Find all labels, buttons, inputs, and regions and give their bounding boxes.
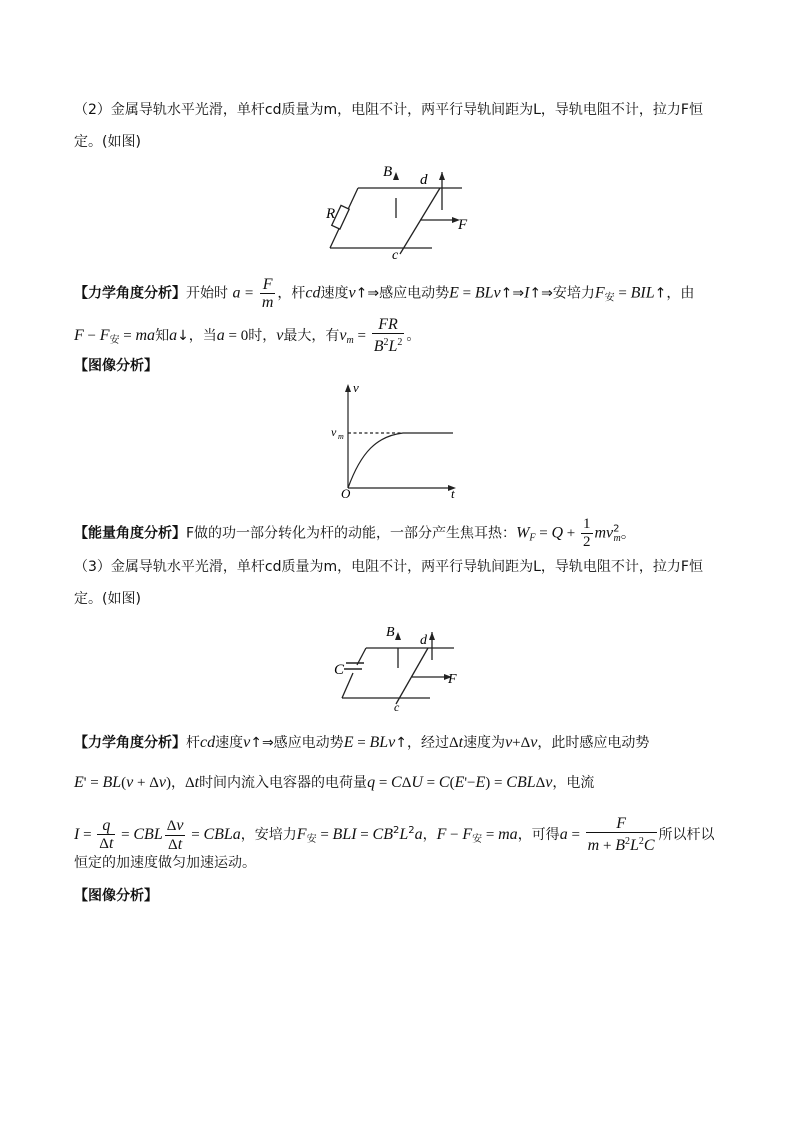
s3-mech-line1: 【力学角度分析】杆cd速度v↑⇒感应电动势E = BLv↑，经过Δt速度为v+Δv，此时感应电动势	[74, 734, 650, 751]
label-c: c	[392, 248, 399, 260]
text: ，	[170, 775, 185, 791]
s2-line1: （2）金属导轨水平光滑，单杆cd质量为m，电阻不计，两平行导轨间距为L，导轨电阻不计，拉力F恒	[74, 102, 703, 118]
text: ，	[422, 827, 437, 843]
label-C: C	[334, 662, 345, 678]
label-F: F	[458, 217, 468, 233]
text: ⇒感应电动势	[367, 285, 450, 302]
text: 所以杆以	[658, 827, 715, 843]
s2-mech-line1: 【力学角度分析】开始时 a = $\frac{F}{m}$ ，杆cd速度v↑⇒感应电动势E = BLv↑⇒I↑⇒安培力$F_安$ = BIL↑，由	[74, 276, 695, 311]
s3-line2: 定。(如图)	[74, 591, 141, 607]
fraction-FR-B2L2: $\frac{FR}{B^2L^2}$	[373, 316, 403, 355]
fraction-dv-dt: $\frac{\Delta v}{\Delta t}$	[166, 816, 184, 853]
label-d: d	[420, 172, 428, 188]
velocity-time-graph	[325, 380, 465, 500]
s2-energy-line: 【能量角度分析】F做的功一部分转化为杆的动能，一部分产生焦耳热：$W_F = Q$ + $\frac{1}{2}$ $mv^2_m$。	[74, 516, 636, 550]
label-vm-sub: m	[338, 432, 344, 441]
origin-label: O	[341, 486, 351, 500]
s3-mech-line3: I = $\frac{q}{\Delta t}$ = CBL $\frac{\Delta v}{\Delta t}$ = CBLa，安培力$F_安$ = BLI = $CB^2L^2a$，$F - F_安$ = ma，可得a = $\frac{F}{m + B^2L^2C}$ 所以杆以	[74, 815, 715, 854]
label-d: d	[420, 633, 427, 648]
text: 最大，有	[283, 328, 340, 344]
text: ⇒感应电动势	[261, 735, 344, 751]
text: 速度	[320, 285, 349, 302]
circuit-figure-resistor	[320, 160, 470, 260]
text: 时，	[248, 328, 277, 344]
text: ，此时感应电动势	[537, 735, 650, 751]
s3-mech-line2: E' = BL(v + Δv)，Δt时间内流入电容器的电荷量q = CΔU = C(E'−E) = CBLΔv，电流	[74, 774, 595, 791]
label-vm: v	[331, 425, 337, 439]
mech-tag: 【力学角度分析】	[74, 735, 186, 751]
text: 杆	[186, 735, 200, 751]
s2-line2: 定。(如图)	[74, 134, 141, 150]
label-c: c	[394, 700, 400, 714]
fraction-F-mB2L2C: $\frac{F}{m + B^2L^2C}$	[587, 815, 655, 854]
text: ⇒	[512, 285, 525, 302]
circuit-figure-capacitor	[330, 620, 460, 715]
s3-mech-line4: 恒定的加速度做匀加速运动。	[74, 855, 256, 871]
text: ，安培力	[240, 827, 297, 843]
text: ⇒安培力	[541, 285, 595, 302]
text: ，经过	[406, 735, 449, 751]
text: ，杆	[277, 285, 306, 302]
fraction-F-m: $\frac{F}{m}$	[261, 276, 274, 311]
text: F做的功一部分转化为杆的动能，一部分产生焦耳热：	[186, 525, 517, 542]
text: 速度	[215, 735, 244, 751]
s2-graph-tag: 【图像分析】	[74, 358, 158, 374]
text: 开始时	[186, 285, 228, 302]
text: 。	[406, 328, 421, 344]
text: 时间内流入电容器的电荷量	[199, 775, 368, 791]
axis-label-v: v	[353, 380, 359, 395]
energy-tag: 【能量角度分析】	[74, 525, 186, 542]
text: 速度为	[463, 735, 506, 751]
fraction-half: $\frac{1}{2}$	[583, 516, 591, 550]
text: ，当	[188, 328, 217, 344]
text: ，由	[666, 285, 695, 302]
text: ，电流	[552, 775, 595, 791]
fraction-q-dt: $\frac{q}{\Delta t}$	[99, 817, 114, 852]
s2-mech-line2: $F - F_安$ = ma知a↓，当a = 0时，v最大，有$v_m$ = $\frac{FR}{B^2L^2}$ 。	[74, 316, 421, 355]
text: ，可得	[517, 827, 560, 843]
label-B: B	[386, 625, 395, 640]
s3-graph-tag: 【图像分析】	[74, 888, 158, 904]
text: 知	[155, 328, 170, 344]
mech-tag: 【力学角度分析】	[74, 285, 186, 302]
s3-line1: （3）金属导轨水平光滑，单杆cd质量为m，电阻不计，两平行导轨间距为L，导轨电阻不计，拉力F恒	[74, 559, 703, 575]
label-R: R	[326, 206, 336, 222]
label-B: B	[383, 164, 393, 180]
axis-label-t: t	[451, 486, 455, 500]
label-F: F	[448, 672, 457, 687]
